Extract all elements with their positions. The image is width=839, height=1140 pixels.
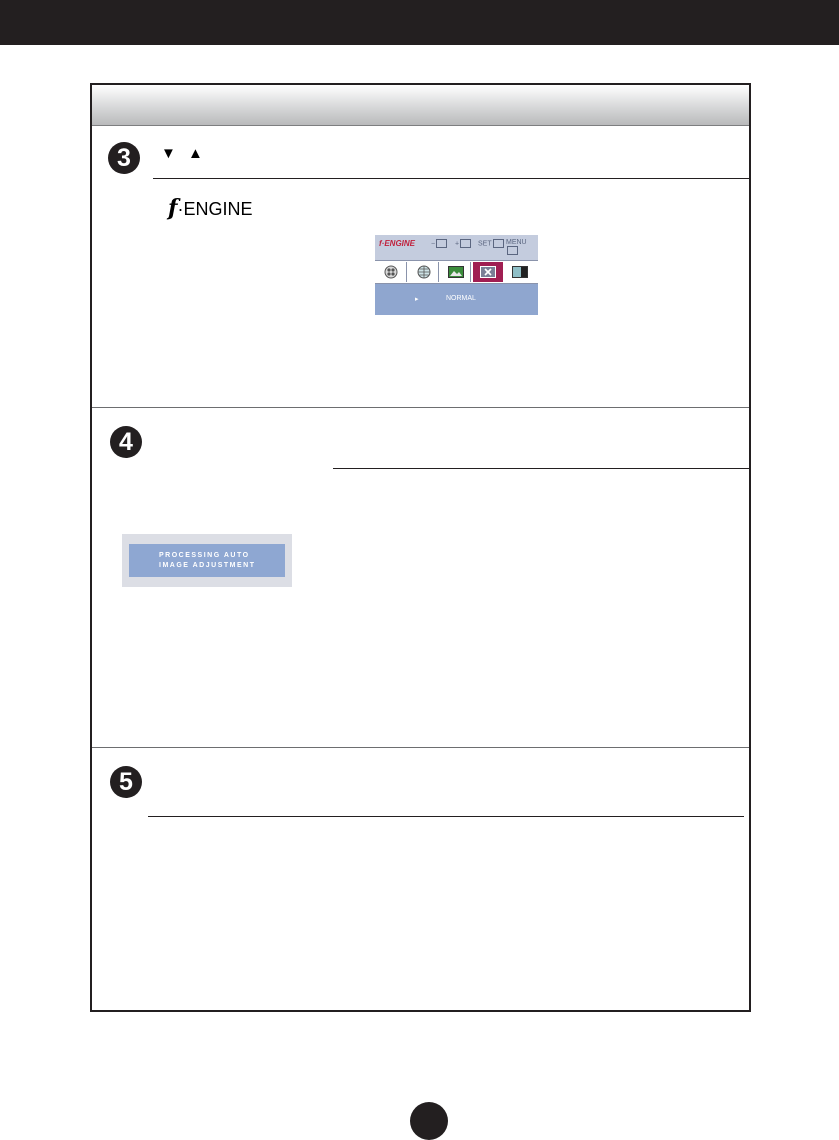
section-4-rule [333,468,749,469]
section-divider-4-5 [92,747,749,748]
step-3-badge: 3 [108,142,140,174]
section-divider-3-4 [92,407,749,408]
osd-set-hint: SET [478,239,504,248]
picture-icon[interactable] [441,262,471,282]
osd-minus-hint: − [431,239,447,248]
close-icon[interactable] [473,262,503,282]
section-3-rule [153,178,749,179]
fengine-f-glyph: f [168,195,178,221]
fengine-logo [168,195,252,221]
top-header-bar [0,0,839,45]
auto-adjustment-text [159,551,284,571]
page-number-badge [410,1102,448,1140]
frame-header-band [92,85,749,126]
osd-menu-hint: MENU [506,239,538,255]
osd-title: f·ENGINE [379,239,415,248]
osd-mode-icon-row [375,260,538,284]
movie-icon[interactable] [377,262,407,282]
internet-icon[interactable] [409,262,439,282]
osd-mode-value: NORMAL [446,295,476,302]
user-icon[interactable] [505,262,535,282]
step-4-badge: 4 [110,426,142,458]
auto-adjustment-panel [129,544,285,577]
fengine-text: ·ENGINE [177,199,253,219]
step-5-badge: 5 [110,766,142,798]
fengine-osd-menu [375,235,538,315]
arrow-keys-icon: ▼ ▲ [161,145,207,162]
osd-mode-arrow-icon: ▸ [415,296,419,303]
osd-mode-row [375,284,538,315]
section-5-rule [148,816,744,817]
instruction-frame [90,83,751,1012]
auto-adjustment-osd [122,534,292,587]
auto-adjustment-line-1: PROCESSING AUTO [159,552,250,559]
auto-adjustment-line-2: IMAGE ADJUSTMENT [159,562,256,569]
osd-plus-hint: + [455,239,471,248]
